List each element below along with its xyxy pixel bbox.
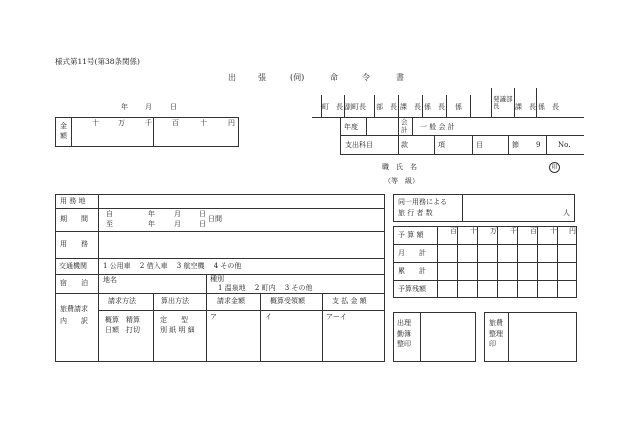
- period-label: 期 間: [60, 215, 88, 223]
- fiscal-year-label: 年度: [344, 123, 358, 131]
- period-from: 自: [106, 210, 113, 218]
- lodging-type-options: 1 温泉地 2 町内 3 その他: [218, 284, 313, 292]
- title-char-5: 令: [362, 73, 370, 82]
- amount-unit: 百: [172, 119, 179, 127]
- companion-label: 同一用務による: [398, 198, 447, 206]
- transport-options: 1 公用車 2 借入車 3 航空機 4 その他: [103, 262, 242, 270]
- budget-row-label: 累 計: [398, 267, 426, 275]
- officer-grade: （等 級）: [384, 177, 419, 185]
- approval-cell: 課 長: [400, 103, 421, 111]
- period-to: 至: [106, 220, 113, 228]
- approval-cell: 課 長: [515, 103, 536, 111]
- destination-label: 用 務 地: [60, 197, 86, 205]
- subject-moku: 目: [476, 141, 483, 149]
- approval-cell: 係 長: [424, 103, 445, 111]
- budget-unit: 百: [450, 227, 457, 235]
- amount-a-minus-i: アーイ: [326, 313, 347, 321]
- col-advance-received: 概算受領額: [270, 297, 305, 305]
- amount-unit: 円: [228, 119, 235, 127]
- title-char-6: 書: [396, 73, 404, 82]
- transport-label: 交通機関: [59, 262, 87, 270]
- amount-unit: 十: [200, 119, 207, 127]
- title-char-1: 出: [228, 73, 236, 82]
- approval-cell: 町 長: [322, 103, 343, 111]
- lodging-type-label: 種別: [210, 275, 224, 283]
- travel-breakdown-label: 旅費請求: [60, 305, 88, 313]
- subject-label: 支出科目: [345, 141, 373, 149]
- period-day: 日: [199, 220, 206, 228]
- request-method-options: 日額 打切: [105, 326, 140, 334]
- amount-unit: 千: [145, 119, 152, 127]
- budget-unit: 千: [510, 227, 517, 235]
- budget-unit: 百: [530, 227, 537, 235]
- col-request-amount: 請求金額: [217, 297, 245, 305]
- form-number: 様式第11号(第38条関係): [55, 57, 140, 66]
- amount-unit: 十: [92, 119, 99, 127]
- col-payment-amount: 支 払 金 額: [332, 297, 367, 305]
- approval-cell: 発議部長: [493, 95, 513, 111]
- officer-seal: 印: [549, 162, 560, 173]
- budget-unit: 十: [470, 227, 477, 235]
- period-year: 年: [148, 220, 155, 228]
- period-days: 日間: [208, 215, 222, 223]
- budget-row-label: 予算残額: [398, 285, 426, 293]
- col-request-method: 請求方法: [108, 297, 136, 305]
- approval-cell: 係 長: [538, 103, 559, 111]
- account-label-top: 会: [401, 118, 408, 126]
- lodging-place: 地名: [103, 276, 117, 284]
- title-char-3: (伺): [290, 73, 305, 82]
- subject-kou: 項: [438, 141, 445, 149]
- budget-unit: 円: [569, 227, 576, 235]
- subject-kan: 款: [401, 141, 408, 149]
- companion-label: 旅 行 者 数: [398, 209, 433, 217]
- officer-name-label: 職 氏 名: [382, 163, 417, 171]
- period-year: 年: [148, 210, 155, 218]
- subject-setsu-number: 9: [536, 141, 541, 149]
- date-day: 日: [170, 103, 177, 111]
- approval-cell: 係: [455, 103, 462, 111]
- companion-unit: 人: [563, 209, 570, 217]
- approval-cell: 副町長: [345, 103, 366, 111]
- period-month: 月: [174, 210, 181, 218]
- approval-cell: 部 長: [376, 103, 397, 111]
- travel-stamp-label: 旅費 整理 印: [489, 319, 503, 348]
- account-value: 一 般 会 計: [420, 123, 455, 131]
- calc-method-options: 定 型: [160, 316, 188, 324]
- calc-method-options: 別 紙 明 細: [160, 326, 195, 334]
- amount-i: イ: [265, 313, 272, 321]
- title-char-4: 命: [330, 73, 338, 82]
- attendance-stamp-label: 出理 勤簿 整印: [397, 319, 411, 348]
- amount-label-top: 金: [60, 122, 67, 130]
- date-month: 月: [145, 103, 152, 111]
- budget-row-label: 月 計: [398, 249, 426, 257]
- account-label-bottom: 計: [401, 126, 408, 134]
- subject-setsu: 節: [512, 141, 519, 149]
- col-calc-method: 算出方法: [161, 297, 189, 305]
- title-char-2: 張: [258, 73, 266, 82]
- period-day: 日: [199, 210, 206, 218]
- period-month: 月: [174, 220, 181, 228]
- amount-label-bottom: 額: [60, 132, 67, 140]
- budget-unit: 万: [490, 227, 497, 235]
- budget-row-label: 予 算 額: [398, 231, 424, 239]
- subject-no-label: No.: [558, 141, 571, 149]
- purpose-label: 用 務: [60, 240, 88, 248]
- amount-a: ア: [210, 313, 217, 321]
- budget-unit: 十: [550, 227, 557, 235]
- date-year: 年: [121, 103, 128, 111]
- amount-unit: 万: [118, 119, 125, 127]
- request-method-options: 概算 精算: [105, 316, 140, 324]
- travel-breakdown-label: 内 訳: [60, 317, 88, 325]
- lodging-label: 宿 泊: [60, 279, 88, 287]
